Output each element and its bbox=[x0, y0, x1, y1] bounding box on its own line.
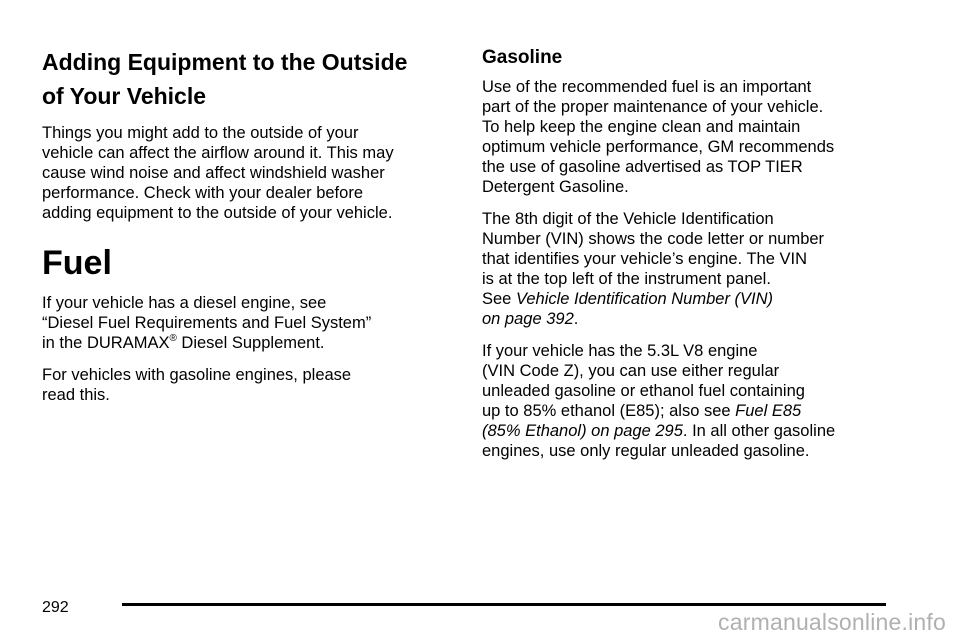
text-line: is at the top left of the instrument panel. bbox=[482, 270, 771, 288]
paragraph-diesel bbox=[42, 293, 447, 353]
heading-gasoline: Gasoline bbox=[482, 47, 563, 68]
text-line: Use of the recommended fuel is an important bbox=[482, 78, 812, 96]
text-line: If your vehicle has the 5.3L V8 engine bbox=[482, 342, 758, 360]
registered-mark: ® bbox=[169, 333, 177, 344]
heading-adding-equipment bbox=[42, 45, 447, 113]
text-line bbox=[482, 309, 902, 329]
text-line: cause wind noise and affect windshield washer bbox=[42, 164, 385, 182]
text-line: engines, use only regular unleaded gasoline. bbox=[482, 442, 810, 460]
paragraph-recommended-fuel bbox=[482, 77, 902, 197]
text-line: vehicle can affect the airflow around it. This may bbox=[42, 144, 394, 162]
text-line: that identifies your vehicle’s engine. The VIN bbox=[482, 250, 807, 268]
heading-line: of Your Vehicle bbox=[42, 83, 207, 109]
text-line: unleaded gasoline or ethanol fuel containing bbox=[482, 382, 805, 400]
text-line bbox=[482, 289, 902, 309]
text-line: part of the proper maintenance of your vehicle. bbox=[482, 98, 824, 116]
text-line: If your vehicle has a diesel engine, see bbox=[42, 294, 327, 312]
cross-reference-vin-page[interactable]: on page 392 bbox=[482, 310, 574, 328]
cross-reference-vin[interactable]: Vehicle Identification Number (VIN) bbox=[515, 290, 774, 308]
text-line: “Diesel Fuel Requirements and Fuel System” bbox=[42, 314, 372, 332]
text-line bbox=[482, 401, 902, 421]
heading-fuel: Fuel bbox=[42, 244, 112, 282]
text-line: To help keep the engine clean and maintain bbox=[482, 118, 801, 136]
footer-divider bbox=[122, 603, 886, 606]
text-line: the use of gasoline advertised as TOP TIER bbox=[482, 158, 803, 176]
page-number: 292 bbox=[42, 599, 69, 616]
text-line: adding equipment to the outside of your vehicle. bbox=[42, 204, 393, 222]
paragraph-vin bbox=[482, 209, 902, 329]
watermark-text: carmanualsonline.info bbox=[718, 609, 946, 635]
left-column bbox=[42, 0, 447, 405]
text-line: (VIN Code Z), you can use either regular bbox=[482, 362, 780, 380]
text-line: read this. bbox=[42, 386, 110, 404]
heading-line: Adding Equipment to the Outside bbox=[42, 49, 408, 75]
paragraph-adding-equipment bbox=[42, 123, 447, 223]
right-column bbox=[482, 0, 902, 461]
text-line: For vehicles with gasoline engines, please bbox=[42, 366, 352, 384]
cross-reference-e85[interactable]: Fuel E85 bbox=[735, 402, 802, 420]
text-line: optimum vehicle performance, GM recommends bbox=[482, 138, 835, 156]
text-line bbox=[482, 421, 902, 441]
text-line: Number (VIN) shows the code letter or number bbox=[482, 230, 825, 248]
text-line: The 8th digit of the Vehicle Identification bbox=[482, 210, 774, 228]
text-line: Things you might add to the outside of your bbox=[42, 124, 359, 142]
text-segment: . In all other gasoline bbox=[682, 422, 836, 440]
text-segment: Diesel Supplement. bbox=[176, 334, 325, 352]
text-line bbox=[42, 333, 447, 353]
paragraph-gasoline-engines bbox=[42, 365, 447, 405]
text-segment: See bbox=[482, 290, 516, 308]
text-segment: in the DURAMAX bbox=[42, 334, 170, 352]
text-segment: up to 85% ethanol (E85); also see bbox=[482, 402, 736, 420]
cross-reference-e85-page[interactable]: (85% Ethanol) on page 295 bbox=[482, 422, 683, 440]
text-segment: . bbox=[573, 310, 579, 328]
paragraph-e85 bbox=[482, 341, 902, 461]
text-line: Detergent Gasoline. bbox=[482, 178, 629, 196]
text-line: performance. Check with your dealer before bbox=[42, 184, 363, 202]
